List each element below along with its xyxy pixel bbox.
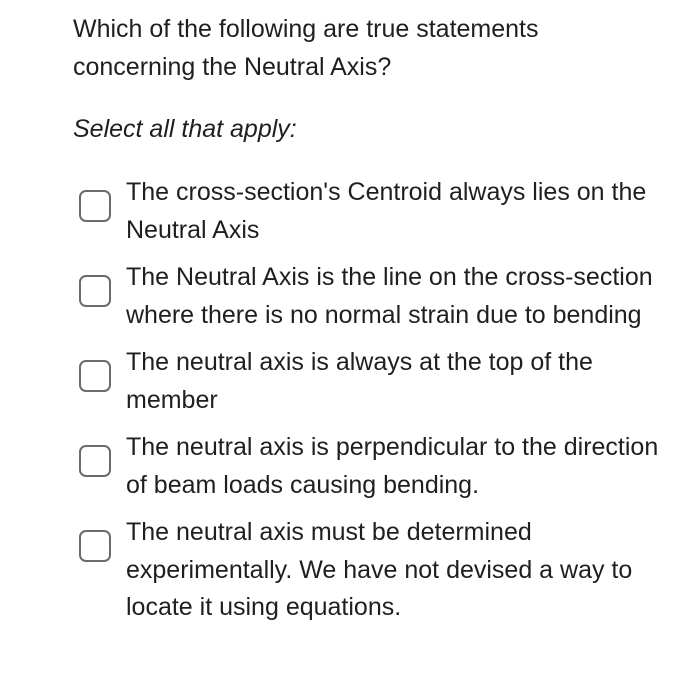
instruction-text: Select all that apply: [73, 115, 297, 143]
checkbox[interactable] [79, 190, 111, 222]
question-text: Which of the following are true statements concerning the Neutral Axis? [73, 15, 539, 81]
answer-option-label: The cross-section's Centroid always lies on the Neutral Axis [126, 178, 647, 244]
answer-option-4[interactable] [79, 429, 669, 504]
checkbox[interactable] [79, 275, 111, 307]
checkbox[interactable] [79, 530, 111, 562]
answer-option-2[interactable] [79, 259, 669, 334]
checkbox[interactable] [79, 360, 111, 392]
answer-option-5[interactable] [79, 514, 669, 627]
answer-option-1[interactable] [79, 174, 669, 249]
checkbox[interactable] [79, 445, 111, 477]
answer-option-label: The neutral axis must be determined experimentally. We have not devised a way to locate it using equations. [126, 518, 633, 621]
answer-options-list [79, 174, 669, 637]
answer-option-label: The neutral axis is perpendicular to the direction of beam loads causing bending. [126, 433, 659, 499]
answer-option-3[interactable] [79, 344, 669, 419]
answer-option-label: The neutral axis is always at the top of the member [126, 348, 593, 414]
answer-option-label: The Neutral Axis is the line on the cross-section where there is no normal strain due to bending [126, 263, 653, 329]
